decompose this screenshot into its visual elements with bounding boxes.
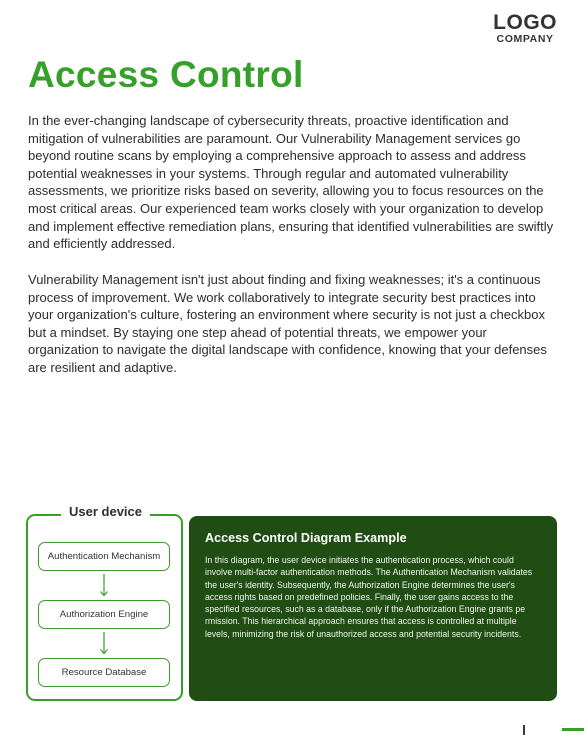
- page-marker: [523, 725, 525, 735]
- info-card-text: In this diagram, the user device initiates the authentication process, which could involve multi-factor authentication methods. The Authentication Mechanism validates the user's identity. Subsequently, the Authorization Engine determines the user's access rights based on predefined policies. Finally, the user gains access to the specified resources, such as a database, only if the Authorization Engine grants pe rmission. This hierarchical approach ensures that access is controlled at multiple levels, minimizing the risk of unauthorized access and potential security incidents.: [205, 555, 533, 639]
- resource-database-label: Resource Database: [61, 667, 147, 678]
- user-device-title: User device: [61, 504, 150, 519]
- company-logo: [493, 12, 557, 45]
- authentication-mechanism-label: Authentication Mechanism: [47, 551, 161, 562]
- logo-subtitle: COMPANY: [496, 33, 554, 45]
- page-title: Access Control: [28, 54, 304, 95]
- footer-accent-line: [562, 728, 584, 731]
- authorization-engine-box: [38, 600, 170, 629]
- arrow-down-icon: [97, 573, 111, 598]
- diagram-explanation-card: [189, 516, 557, 701]
- authorization-engine-label: Authorization Engine: [59, 609, 149, 620]
- arrow-down-icon: [97, 631, 111, 656]
- second-paragraph: Vulnerability Management isn't just about finding and fixing weaknesses; it's a continuous process of improvement. We work collaboratively to integrate security best practices into your organization's culture, fostering an environment where security is not just a checkbox but a mindset. By staying one step ahead of potential threats, we empower your organization to navigate the digital landscape with confidence, knowing that your defenses are resilient and adaptive.: [28, 272, 547, 375]
- authentication-mechanism-box: [38, 542, 170, 571]
- info-card-title: Access Control Diagram Example: [205, 531, 407, 545]
- intro-paragraph: In the ever-changing landscape of cybersecurity threats, proactive identification and mitigation of vulnerabilities are paramount. Our Vulnerability Management services go beyond routine scans by employing a comprehensive approach to assess and address potential weaknesses in your systems. Through regular and automated vulnerability assessments, we prioritize risks based on severity, allowing you to focus resources on the most critical areas. Our experienced team works closely with your organization to develop and implement effective remediation plans, ensuring that identified vulnerabilities are swiftly and efficiently addressed.: [28, 113, 554, 252]
- resource-database-box: [38, 658, 170, 687]
- logo-wordmark: LOGO: [493, 11, 557, 34]
